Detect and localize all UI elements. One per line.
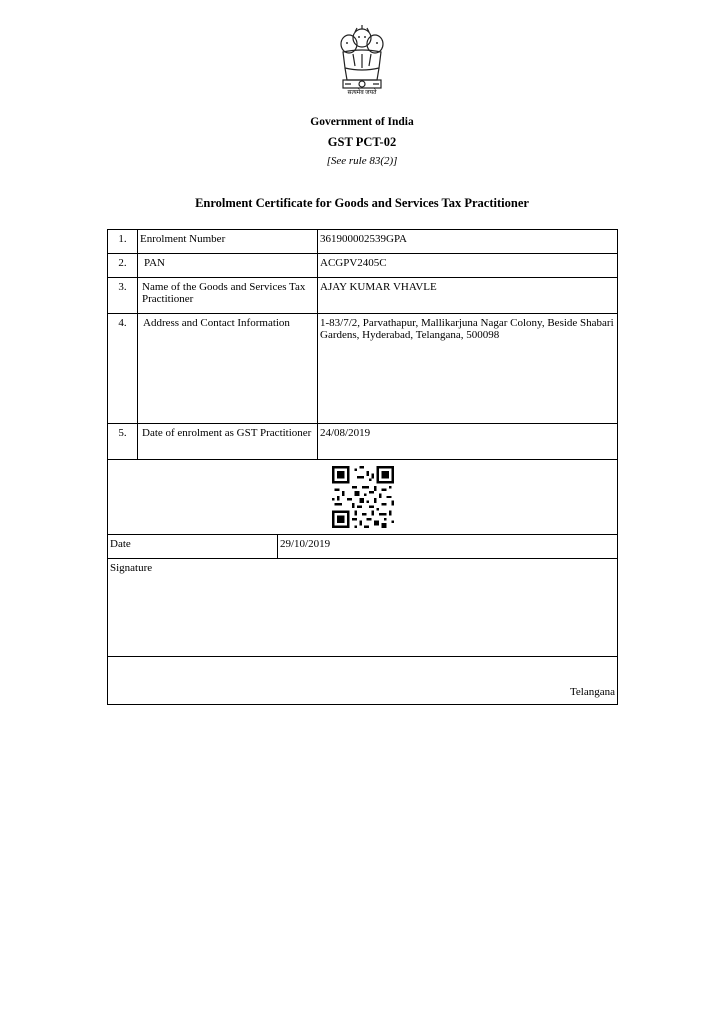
row-number: 4. — [108, 314, 138, 424]
enrolment-date-value: 24/08/2019 — [318, 424, 618, 460]
row-number: 1. — [108, 230, 138, 254]
certificate-details-table — [107, 229, 618, 460]
row-number: 5. — [108, 424, 138, 460]
government-heading: Government of India — [310, 116, 414, 128]
certificate-title: Enrolment Certificate for Goods and Services Tax Practitioner — [195, 196, 529, 210]
table-row — [108, 314, 618, 424]
row-label: Date of enrolment as GST Practitioner — [138, 424, 318, 460]
table-row — [108, 278, 618, 314]
place-row — [108, 657, 618, 705]
form-name: GST PCT-02 — [327, 135, 397, 149]
date-value: 29/10/2019 — [278, 535, 618, 559]
rule-reference: [See rule 83(2)] — [326, 155, 398, 167]
place-value: Telangana — [108, 657, 618, 705]
pan-value: ACGPV2405C — [318, 254, 618, 278]
row-label: Enrolment Number — [138, 230, 318, 254]
row-label: Name of the Goods and Services Tax Practitioner — [138, 278, 318, 314]
qr-code-cell — [107, 460, 618, 534]
date-row — [108, 535, 618, 559]
row-label: PAN — [138, 254, 318, 278]
practitioner-name-value: AJAY KUMAR VHAVLE — [318, 278, 618, 314]
row-number: 3. — [108, 278, 138, 314]
address-value: 1-83/7/2, Parvathapur, Mallikarjuna Nagar Colony, Beside Shabari Gardens, Hyderabad, Telangana, 500098 — [318, 314, 618, 424]
signature-row — [108, 559, 618, 657]
qr-code-icon — [332, 466, 394, 528]
emblem-motto: सत्यमेव जयते — [347, 90, 377, 96]
table-row — [108, 424, 618, 460]
row-label: Address and Contact Information — [138, 314, 318, 424]
table-row — [108, 230, 618, 254]
certificate-footer-table — [107, 534, 618, 705]
row-number: 2. — [108, 254, 138, 278]
table-row — [108, 254, 618, 278]
national-emblem-icon — [333, 24, 391, 96]
date-label: Date — [108, 535, 278, 559]
signature-label: Signature — [108, 559, 618, 657]
enrolment-number-value: 361900002539GPA — [318, 230, 618, 254]
